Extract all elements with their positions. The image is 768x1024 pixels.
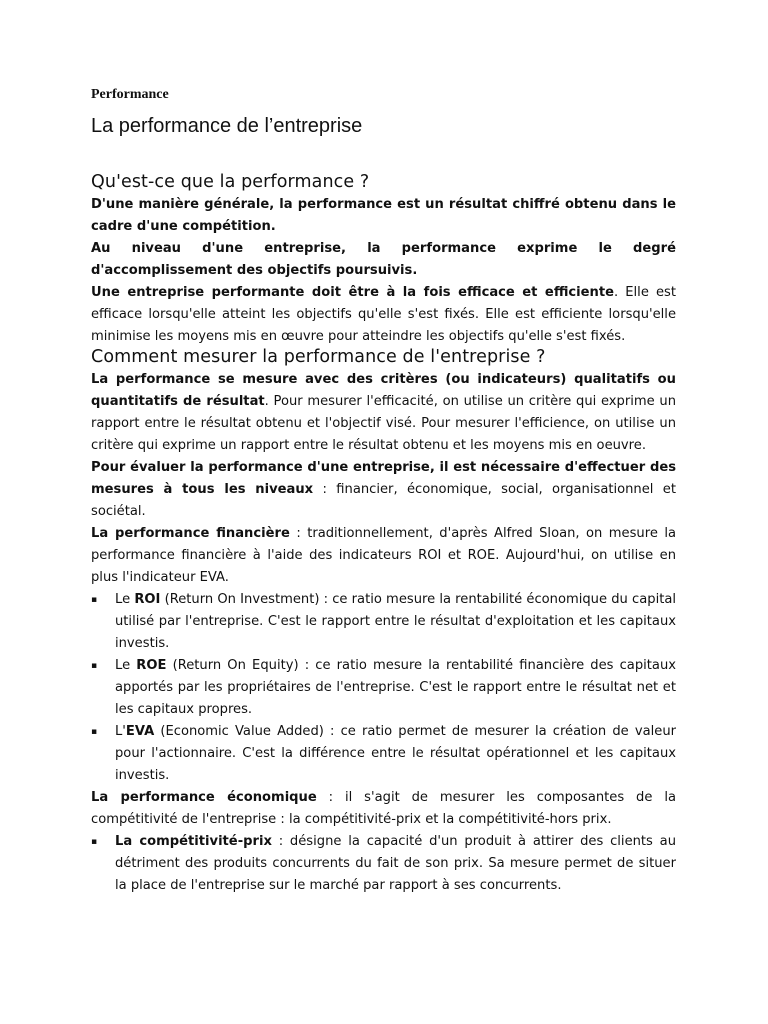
body-text: (Economic Value Added) : ce ratio permet de mesurer la création de valeur pour l'actionnaire. C'est la différence entre le résultat opérationnel et les capitaux investis.: [115, 724, 676, 783]
bold-text: Une entreprise performante doit être à la fois efficace et efficiente: [91, 285, 615, 300]
list-item: [91, 831, 676, 897]
list-item: [91, 721, 676, 787]
body-text: : financier, économique, social, organisationnel et sociétal.: [91, 482, 676, 519]
paragraph: [91, 787, 676, 831]
paragraph: [91, 523, 676, 589]
paragraph: [91, 369, 676, 457]
square-bullet-icon: ▪: [91, 727, 98, 737]
paragraph: Au niveau d'une entreprise, la performance exprime le degré d'accomplissement des objectifs poursuivis.: [91, 241, 676, 278]
list-item: [91, 655, 676, 721]
square-bullet-icon: ▪: [91, 837, 98, 847]
financial-indicators-list: [91, 589, 676, 787]
bold-text: EVA: [125, 724, 155, 739]
document-title: La performance de l’entreprise: [91, 115, 363, 137]
bold-text: ROI: [134, 592, 161, 607]
document-header: Performance: [91, 87, 169, 102]
body-text: : il s'agit de mesurer les composantes de la compétitivité de l'entreprise : la compétitivité-prix et la compétitivité-hors prix.: [91, 790, 676, 827]
body-text: (Return On Investment) : ce ratio mesure la rentabilité économique du capital utilisé par l'entreprise. C'est le rapport entre le résultat d'exploitation et les capitaux investis.: [115, 592, 676, 651]
square-bullet-icon: ▪: [91, 661, 98, 671]
bold-text: Pour évaluer la performance d'une entreprise, il est nécessaire d'effectuer des mesures à tous les niveaux: [91, 460, 676, 497]
body-text: Le: [115, 592, 135, 607]
bold-text: La performance économique: [91, 790, 317, 805]
list-item: [91, 589, 676, 655]
paragraph: [91, 282, 676, 348]
bold-text: ROE: [136, 658, 167, 673]
bold-text: La performance financière: [91, 526, 290, 541]
economic-indicators-list: [91, 831, 676, 897]
body-text: . Elle est efficace lorsqu'elle atteint les objectifs qu'elle s'est fixés. Elle est efficiente lorsqu'elle minimise les moyens mis en œuvre pour atteindre les objectifs qu'elle s'est fixés.: [91, 285, 676, 344]
bold-text: La compétitivité-prix: [115, 834, 272, 849]
bold-text: La performance se mesure avec des critères (ou indicateurs) qualitatifs ou quantitatifs de résultat: [91, 372, 676, 409]
paragraph: D'une manière générale, la performance est un résultat chiffré obtenu dans le cadre d'une compétition.: [91, 197, 676, 234]
body-text: : désigne la capacité d'un produit à attirer des clients au détriment des produits concurrents du fait de son prix. Sa mesure permet de situer la place de l'entreprise sur le marché par rapport à ses concurrents.: [115, 834, 677, 893]
paragraph: [91, 457, 676, 523]
body-text: (Return On Equity) : ce ratio mesure la rentabilité financière des capitaux apportés par les propriétaires de l'entreprise. C'est le rapport entre le résultat net et les capitaux propres.: [115, 658, 676, 717]
square-bullet-icon: ▪: [91, 595, 98, 605]
document-content: [91, 86, 676, 897]
body-text: . Pour mesurer l'efficacité, on utilise un critère qui exprime un rapport entre le résultat obtenu et l'objectif visé. Pour mesurer l'efficience, on utilise un critère qui exprime un rapport entre le résultat obtenu et les moyens mis en oeuvre.: [91, 394, 676, 453]
body-text: : traditionnellement, d'après Alfred Sloan, on mesure la performance financière à l'aide des indicateurs ROI et ROE. Aujourd'hui, on utilise en plus l'indicateur EVA.: [91, 526, 676, 585]
section-heading-definition: Qu'est-ce que la performance ?: [91, 172, 370, 192]
section-heading-measure: Comment mesurer la performance de l'entreprise ?: [91, 347, 546, 367]
body-text: L': [115, 724, 126, 739]
body-text: Le: [115, 658, 137, 673]
